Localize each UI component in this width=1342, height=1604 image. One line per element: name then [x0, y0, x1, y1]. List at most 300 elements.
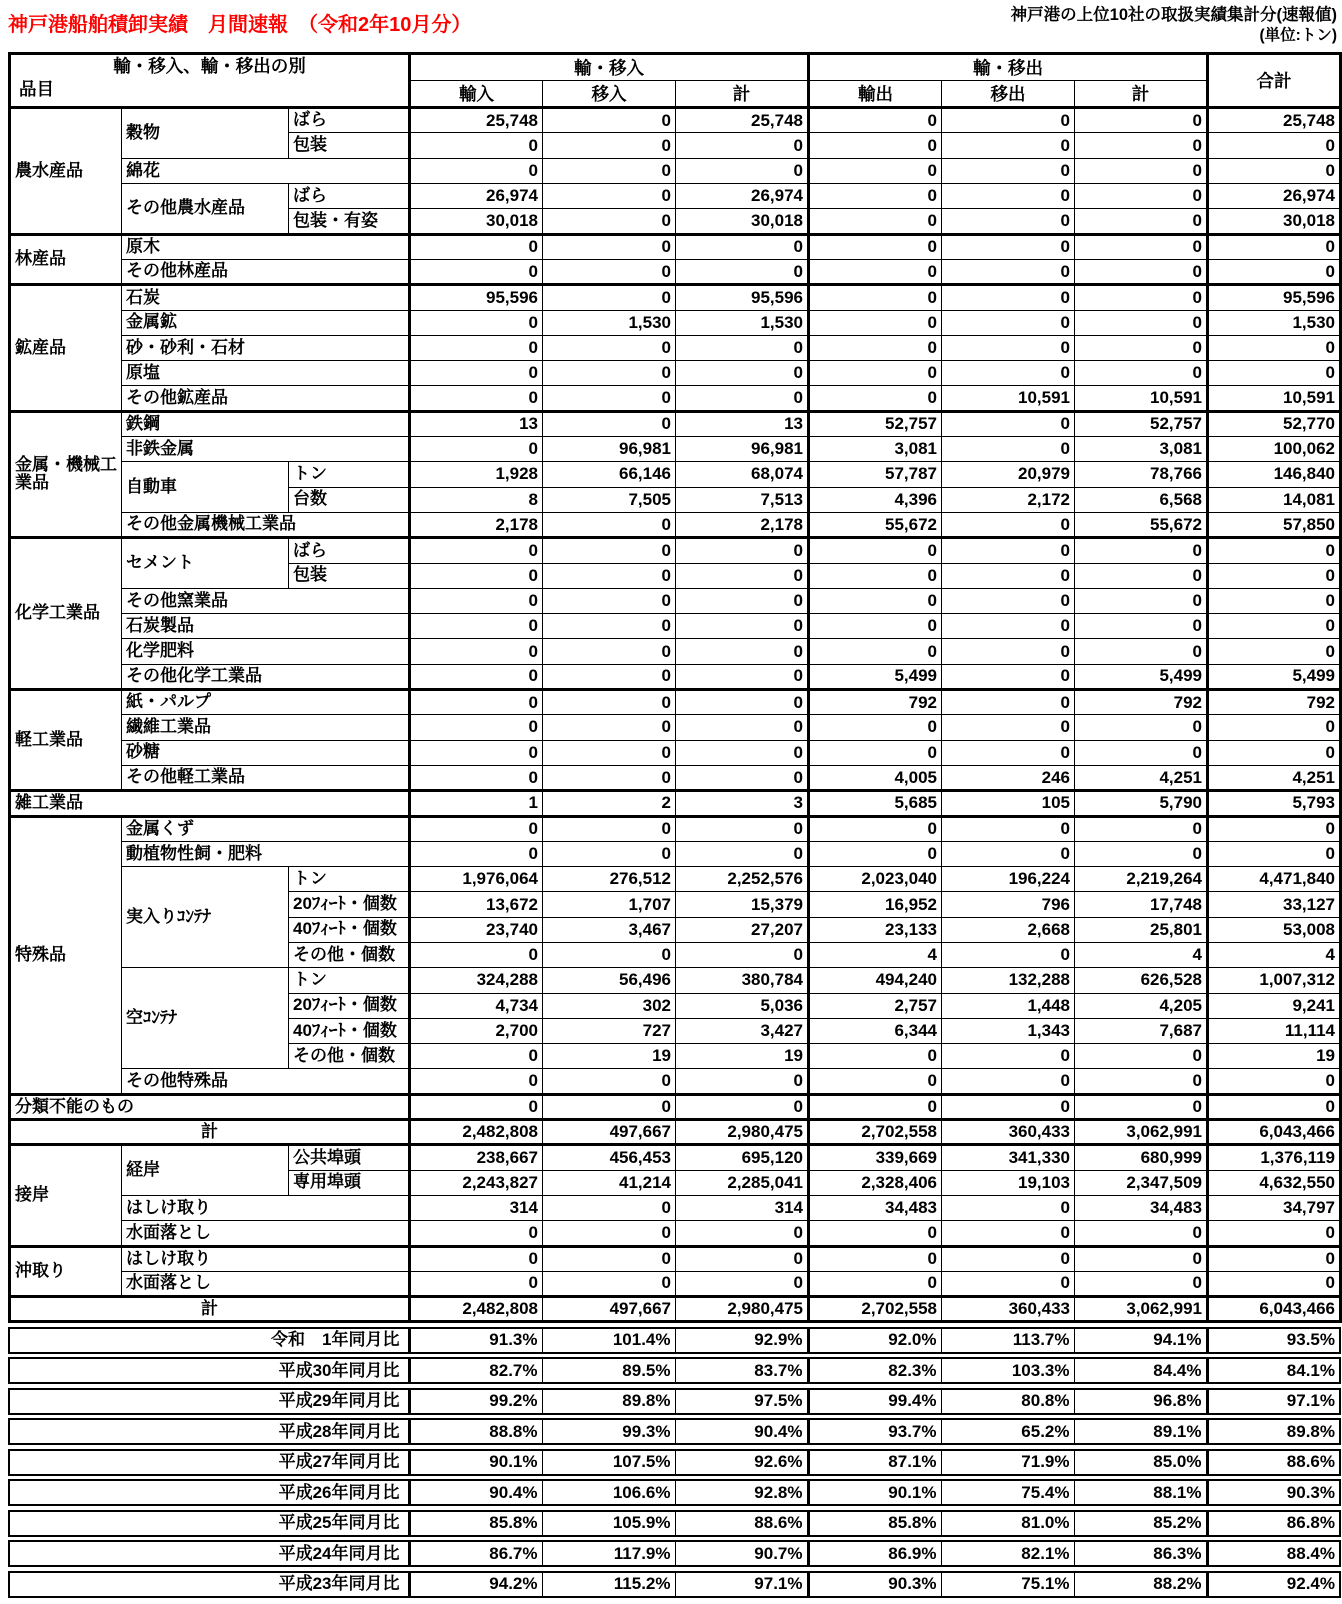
cell-value: 0	[676, 715, 809, 740]
table-row	[10, 538, 1341, 563]
ratio-cell-value: 85.8%	[808, 1511, 941, 1536]
row-label: 林産品	[10, 234, 122, 285]
table-row	[10, 968, 1341, 993]
grand-total-header: 合計	[1208, 54, 1341, 108]
cell-value: 0	[676, 1069, 809, 1094]
cell-value: 13,672	[410, 892, 543, 917]
cell-value: 0	[410, 310, 543, 335]
cell-value: 0	[1208, 588, 1341, 613]
cell-value: 0	[942, 285, 1075, 310]
row-label: 40ﾌｨｰﾄ・個数	[289, 917, 410, 942]
cell-value: 27,207	[676, 917, 809, 942]
ratio-cell-value: 99.4%	[808, 1389, 941, 1414]
cell-value: 0	[676, 1094, 809, 1119]
row-label: 包装・有姿	[289, 209, 410, 234]
table-row	[10, 184, 1341, 209]
ratio-cell-value: 92.8%	[675, 1480, 808, 1505]
row-label: 専用埠頭	[289, 1170, 410, 1195]
ratio-row-table	[8, 1540, 1341, 1567]
row-label: 公共埠頭	[289, 1145, 410, 1170]
cell-value: 0	[543, 1094, 676, 1119]
cell-value: 314	[410, 1195, 543, 1220]
cell-value: 0	[543, 108, 676, 133]
cell-value: 25,748	[676, 108, 809, 133]
group-out-header: 輸・移出	[809, 54, 1208, 81]
cell-value: 0	[942, 690, 1075, 715]
cell-value: 4,251	[1208, 765, 1341, 790]
cell-value: 1,376,119	[1208, 1145, 1341, 1170]
cell-value: 23,133	[809, 917, 942, 942]
cell-value: 0	[410, 158, 543, 183]
cell-value: 0	[410, 1221, 543, 1246]
cell-value: 246	[942, 765, 1075, 790]
ratio-row	[9, 1328, 1340, 1353]
ratio-cell-value: 82.7%	[409, 1358, 542, 1383]
table-row	[10, 411, 1341, 436]
cell-value: 13	[676, 411, 809, 436]
cell-value: 13	[410, 411, 543, 436]
table-row	[10, 259, 1341, 284]
table-row	[10, 867, 1341, 892]
cell-value: 0	[410, 1044, 543, 1069]
ratio-cell-value: 90.3%	[1207, 1480, 1340, 1505]
table-row	[10, 310, 1341, 335]
cell-value: 0	[676, 1221, 809, 1246]
row-label: 分類不能のもの	[10, 1094, 410, 1119]
cell-value: 0	[410, 133, 543, 158]
cell-value: 0	[410, 765, 543, 790]
cell-value: 6,568	[1075, 487, 1208, 512]
cell-value: 0	[942, 1221, 1075, 1246]
cell-value: 0	[809, 285, 942, 310]
cell-value: 4,205	[1075, 993, 1208, 1018]
cell-value: 0	[1075, 639, 1208, 664]
cell-value: 0	[809, 740, 942, 765]
cell-value: 4,734	[410, 993, 543, 1018]
cell-value: 0	[942, 1246, 1075, 1271]
cell-value: 0	[942, 1094, 1075, 1119]
table-row	[10, 386, 1341, 411]
cell-value: 680,999	[1075, 1145, 1208, 1170]
ratio-cell-value: 84.1%	[1207, 1358, 1340, 1383]
table-row	[10, 664, 1341, 689]
cell-value: 0	[1075, 563, 1208, 588]
cell-value: 25,748	[410, 108, 543, 133]
cell-value: 10,591	[1075, 386, 1208, 411]
row-label: 金属くず	[122, 816, 410, 841]
cell-value: 0	[1075, 538, 1208, 563]
ratio-cell-value: 97.5%	[675, 1389, 808, 1414]
cell-value: 0	[676, 335, 809, 360]
cell-value: 41,214	[543, 1170, 676, 1195]
cell-value: 19,103	[942, 1170, 1075, 1195]
cell-value: 0	[1208, 361, 1341, 386]
table-row	[10, 816, 1341, 841]
ratio-cell-value: 89.8%	[1207, 1419, 1340, 1444]
ratio-cell-value: 82.3%	[808, 1358, 941, 1383]
ratio-cell-value: 88.1%	[1074, 1480, 1207, 1505]
cell-value: 0	[942, 133, 1075, 158]
cell-value: 2	[543, 791, 676, 816]
cell-value: 95,596	[676, 285, 809, 310]
cell-value: 0	[676, 841, 809, 866]
row-label: はしけ取り	[122, 1195, 410, 1220]
row-label: 水面落とし	[122, 1221, 410, 1246]
cell-value: 0	[809, 158, 942, 183]
table-row	[10, 1195, 1341, 1220]
cell-value: 314	[676, 1195, 809, 1220]
cell-value: 0	[809, 1221, 942, 1246]
page-title: 神戸港船舶積卸実績 月間速報 （令和2年10月分）	[8, 14, 472, 36]
cell-value: 0	[1075, 1069, 1208, 1094]
table-row	[10, 1271, 1341, 1296]
ratio-row-table	[8, 1510, 1341, 1537]
cell-value: 66,146	[543, 462, 676, 487]
cell-value: 1,343	[942, 1018, 1075, 1043]
cell-value: 3,062,991	[1075, 1297, 1208, 1322]
ratio-row-label: 平成26年同月比	[9, 1480, 409, 1505]
row-label: その他窯業品	[122, 588, 410, 613]
row-label: その他軽工業品	[122, 765, 410, 790]
cell-value: 0	[543, 259, 676, 284]
cell-value: 0	[410, 1094, 543, 1119]
cell-value: 0	[942, 563, 1075, 588]
cell-value: 0	[1208, 1221, 1341, 1246]
row-label: 雑工業品	[10, 791, 410, 816]
cell-value: 0	[676, 259, 809, 284]
cell-value: 2,702,558	[809, 1297, 942, 1322]
ratio-cell-value: 88.8%	[409, 1419, 542, 1444]
cell-value: 2,668	[942, 917, 1075, 942]
cell-value: 25,748	[1208, 108, 1341, 133]
cell-value: 0	[942, 942, 1075, 967]
row-label: トン	[289, 867, 410, 892]
cell-value: 0	[809, 538, 942, 563]
table-row	[10, 1297, 1341, 1322]
cell-value: 1,928	[410, 462, 543, 487]
cell-value: 0	[543, 411, 676, 436]
cell-value: 360,433	[942, 1297, 1075, 1322]
cell-value: 68,074	[676, 462, 809, 487]
table-row	[10, 437, 1341, 462]
cell-value: 30,018	[676, 209, 809, 234]
cell-value: 497,667	[543, 1297, 676, 1322]
cell-value: 15,379	[676, 892, 809, 917]
cell-value: 0	[1075, 310, 1208, 335]
cell-value: 2,702,558	[809, 1120, 942, 1145]
ratio-row	[9, 1541, 1340, 1566]
cell-value: 0	[543, 639, 676, 664]
cell-value: 0	[543, 816, 676, 841]
cell-value: 26,974	[676, 184, 809, 209]
cell-value: 14,081	[1208, 487, 1341, 512]
ratio-cell-value: 65.2%	[941, 1419, 1074, 1444]
cell-value: 3,467	[543, 917, 676, 942]
row-label: その他鉱産品	[122, 386, 410, 411]
ratio-cell-value: 92.9%	[675, 1328, 808, 1353]
cell-value: 2,178	[410, 512, 543, 537]
cell-value: 0	[543, 1195, 676, 1220]
cell-value: 0	[410, 335, 543, 360]
cell-value: 4,005	[809, 765, 942, 790]
cell-value: 2,980,475	[676, 1120, 809, 1145]
table-row	[10, 1094, 1341, 1119]
cell-value: 0	[942, 310, 1075, 335]
cell-value: 2,980,475	[676, 1297, 809, 1322]
cell-value: 0	[1075, 1044, 1208, 1069]
ratio-cell-value: 97.1%	[1207, 1389, 1340, 1414]
cell-value: 30,018	[1208, 209, 1341, 234]
ratio-row-table	[8, 1449, 1341, 1476]
ratio-cell-value: 88.4%	[1207, 1541, 1340, 1566]
ratio-row	[9, 1358, 1340, 1383]
table-row	[10, 765, 1341, 790]
cell-value: 5,499	[809, 664, 942, 689]
cargo-table-body	[10, 108, 1341, 1322]
row-label: 軽工業品	[10, 690, 122, 791]
cell-value: 57,787	[809, 462, 942, 487]
cell-value: 10,591	[942, 386, 1075, 411]
cell-value: 0	[1208, 740, 1341, 765]
ratio-cell-value: 93.5%	[1207, 1328, 1340, 1353]
cell-value: 0	[942, 1044, 1075, 1069]
cell-value: 2,252,576	[676, 867, 809, 892]
cell-value: 55,672	[1075, 512, 1208, 537]
row-label: ばら	[289, 108, 410, 133]
cell-value: 0	[543, 1069, 676, 1094]
cell-value: 95,596	[1208, 285, 1341, 310]
cell-value: 0	[809, 841, 942, 866]
row-label: 40ﾌｨｰﾄ・個数	[289, 1018, 410, 1043]
ratio-row-table	[8, 1571, 1341, 1598]
cell-value: 4,471,840	[1208, 867, 1341, 892]
cell-value: 146,840	[1208, 462, 1341, 487]
cell-value: 0	[809, 184, 942, 209]
cell-value: 0	[676, 664, 809, 689]
cell-value: 792	[1075, 690, 1208, 715]
cell-value: 5,793	[1208, 791, 1341, 816]
cell-value: 1,976,064	[410, 867, 543, 892]
row-label: その他特殊品	[122, 1069, 410, 1094]
cell-value: 95,596	[410, 285, 543, 310]
cell-value: 0	[942, 512, 1075, 537]
cell-value: 0	[543, 1221, 676, 1246]
row-label: その他金属機械工業品	[122, 512, 410, 537]
ratio-cell-value: 88.2%	[1074, 1572, 1207, 1597]
cell-value: 0	[410, 259, 543, 284]
cell-value: 0	[1075, 158, 1208, 183]
ratio-cell-value: 92.6%	[675, 1450, 808, 1475]
cell-value: 100,062	[1208, 437, 1341, 462]
ratio-row	[9, 1450, 1340, 1475]
table-row	[10, 740, 1341, 765]
row-label: 鉱産品	[10, 285, 122, 411]
ratio-cell-value: 97.1%	[675, 1572, 808, 1597]
row-label: 砂・砂利・石材	[122, 335, 410, 360]
cell-value: 0	[809, 335, 942, 360]
cell-value: 0	[1075, 259, 1208, 284]
cell-value: 34,797	[1208, 1195, 1341, 1220]
ratio-row-label: 平成23年同月比	[9, 1572, 409, 1597]
row-label: 砂糖	[122, 740, 410, 765]
ratio-row-label: 平成27年同月比	[9, 1450, 409, 1475]
ratio-cell-value: 91.3%	[409, 1328, 542, 1353]
ratio-row-label: 令和 1年同月比	[9, 1328, 409, 1353]
cell-value: 7,505	[543, 487, 676, 512]
cell-value: 19	[1208, 1044, 1341, 1069]
cell-value: 0	[809, 386, 942, 411]
cell-value: 0	[676, 563, 809, 588]
cell-value: 0	[543, 563, 676, 588]
cell-value: 2,243,827	[410, 1170, 543, 1195]
cell-value: 0	[410, 361, 543, 386]
cell-value: 0	[543, 740, 676, 765]
cell-value: 0	[543, 335, 676, 360]
cell-value: 105	[942, 791, 1075, 816]
column-header: 輸出	[809, 81, 942, 108]
row-label: 包装	[289, 563, 410, 588]
row-label: 穀物	[122, 108, 289, 159]
cell-value: 0	[1075, 816, 1208, 841]
cell-value: 0	[410, 614, 543, 639]
cell-value: 1,530	[1208, 310, 1341, 335]
cell-value: 0	[809, 310, 942, 335]
cell-value: 78,766	[1075, 462, 1208, 487]
cell-value: 10,591	[1208, 386, 1341, 411]
cell-value: 0	[809, 614, 942, 639]
row-label: 原木	[122, 234, 410, 259]
row-label: 化学肥料	[122, 639, 410, 664]
cell-value: 0	[676, 588, 809, 613]
cell-value: 0	[809, 108, 942, 133]
cell-value: 0	[942, 108, 1075, 133]
cell-value: 276,512	[543, 867, 676, 892]
cell-value: 8	[410, 487, 543, 512]
report-subtitle: 神戸港の上位10社の取扱実績集計分(速報値)	[1010, 6, 1337, 24]
row-label: その他化学工業品	[122, 664, 410, 689]
column-header: 移出	[942, 81, 1075, 108]
cell-value: 792	[1208, 690, 1341, 715]
cell-value: 0	[676, 740, 809, 765]
cell-value: 0	[676, 614, 809, 639]
cell-value: 0	[942, 614, 1075, 639]
cell-value: 0	[676, 133, 809, 158]
cell-value: 1,530	[543, 310, 676, 335]
cell-value: 0	[1208, 1069, 1341, 1094]
ratio-cell-value: 90.3%	[808, 1572, 941, 1597]
cell-value: 0	[543, 512, 676, 537]
ratio-cell-value: 86.7%	[409, 1541, 542, 1566]
ratio-cell-value: 75.1%	[941, 1572, 1074, 1597]
row-label: その他林産品	[122, 259, 410, 284]
table-row	[10, 361, 1341, 386]
ratio-cell-value: 89.1%	[1074, 1419, 1207, 1444]
cell-value: 0	[543, 538, 676, 563]
row-label: その他・個数	[289, 942, 410, 967]
cell-value: 0	[1208, 1271, 1341, 1296]
ratio-row-label: 平成25年同月比	[9, 1511, 409, 1536]
cell-value: 0	[809, 588, 942, 613]
cell-value: 0	[676, 361, 809, 386]
cell-value: 0	[410, 639, 543, 664]
table-row	[10, 108, 1341, 133]
row-label: ばら	[289, 184, 410, 209]
ratio-cell-value: 85.0%	[1074, 1450, 1207, 1475]
cell-value: 57,850	[1208, 512, 1341, 537]
table-row	[10, 335, 1341, 360]
cell-value: 0	[1208, 1246, 1341, 1271]
cell-value: 339,669	[809, 1145, 942, 1170]
cell-value: 0	[942, 715, 1075, 740]
cell-value: 0	[809, 1044, 942, 1069]
cell-value: 0	[1075, 108, 1208, 133]
cell-value: 52,757	[809, 411, 942, 436]
cell-value: 0	[1208, 816, 1341, 841]
cell-value: 0	[543, 841, 676, 866]
ratio-cell-value: 117.9%	[542, 1541, 675, 1566]
cell-value: 3,081	[809, 437, 942, 462]
cell-value: 3,427	[676, 1018, 809, 1043]
cell-value: 0	[676, 1246, 809, 1271]
cell-value: 0	[1208, 234, 1341, 259]
cell-value: 0	[543, 942, 676, 967]
cell-value: 0	[410, 715, 543, 740]
cell-value: 0	[942, 335, 1075, 360]
ratio-row-table	[8, 1479, 1341, 1506]
column-header: 輸入	[410, 81, 543, 108]
ratio-row-table	[8, 1418, 1341, 1445]
cell-value: 0	[809, 1271, 942, 1296]
cell-value: 16,952	[809, 892, 942, 917]
row-label: 沖取り	[10, 1246, 122, 1297]
cell-value: 0	[1075, 841, 1208, 866]
cell-value: 0	[809, 234, 942, 259]
category-header-label: 輸・移入、輸・移出の別	[113, 56, 306, 77]
row-label: 台数	[289, 487, 410, 512]
cell-value: 3,081	[1075, 437, 1208, 462]
cell-value: 0	[410, 1271, 543, 1296]
ratio-cell-value: 80.8%	[941, 1389, 1074, 1414]
cell-value: 2,700	[410, 1018, 543, 1043]
cell-value: 9,241	[1208, 993, 1341, 1018]
ratio-cell-value: 87.1%	[808, 1450, 941, 1475]
cell-value: 23,740	[410, 917, 543, 942]
ratio-cell-value: 90.4%	[409, 1480, 542, 1505]
cell-value: 2,757	[809, 993, 942, 1018]
ratio-cell-value: 90.7%	[675, 1541, 808, 1566]
cell-value: 5,499	[1075, 664, 1208, 689]
ratio-cell-value: 89.8%	[542, 1389, 675, 1414]
row-label: 化学工業品	[10, 538, 122, 690]
row-label: トン	[289, 968, 410, 993]
row-label: 計	[10, 1297, 410, 1322]
cell-value: 0	[942, 588, 1075, 613]
cell-value: 456,453	[543, 1145, 676, 1170]
row-label: 水面落とし	[122, 1271, 410, 1296]
cell-value: 380,784	[676, 968, 809, 993]
cell-value: 0	[1075, 1094, 1208, 1119]
cell-value: 497,667	[543, 1120, 676, 1145]
cell-value: 0	[1075, 133, 1208, 158]
cell-value: 0	[543, 765, 676, 790]
cell-value: 4	[809, 942, 942, 967]
cell-value: 0	[543, 614, 676, 639]
table-row	[10, 234, 1341, 259]
cell-value: 196,224	[942, 867, 1075, 892]
cell-value: 0	[676, 234, 809, 259]
cargo-table	[8, 52, 1342, 1323]
cell-value: 0	[410, 841, 543, 866]
